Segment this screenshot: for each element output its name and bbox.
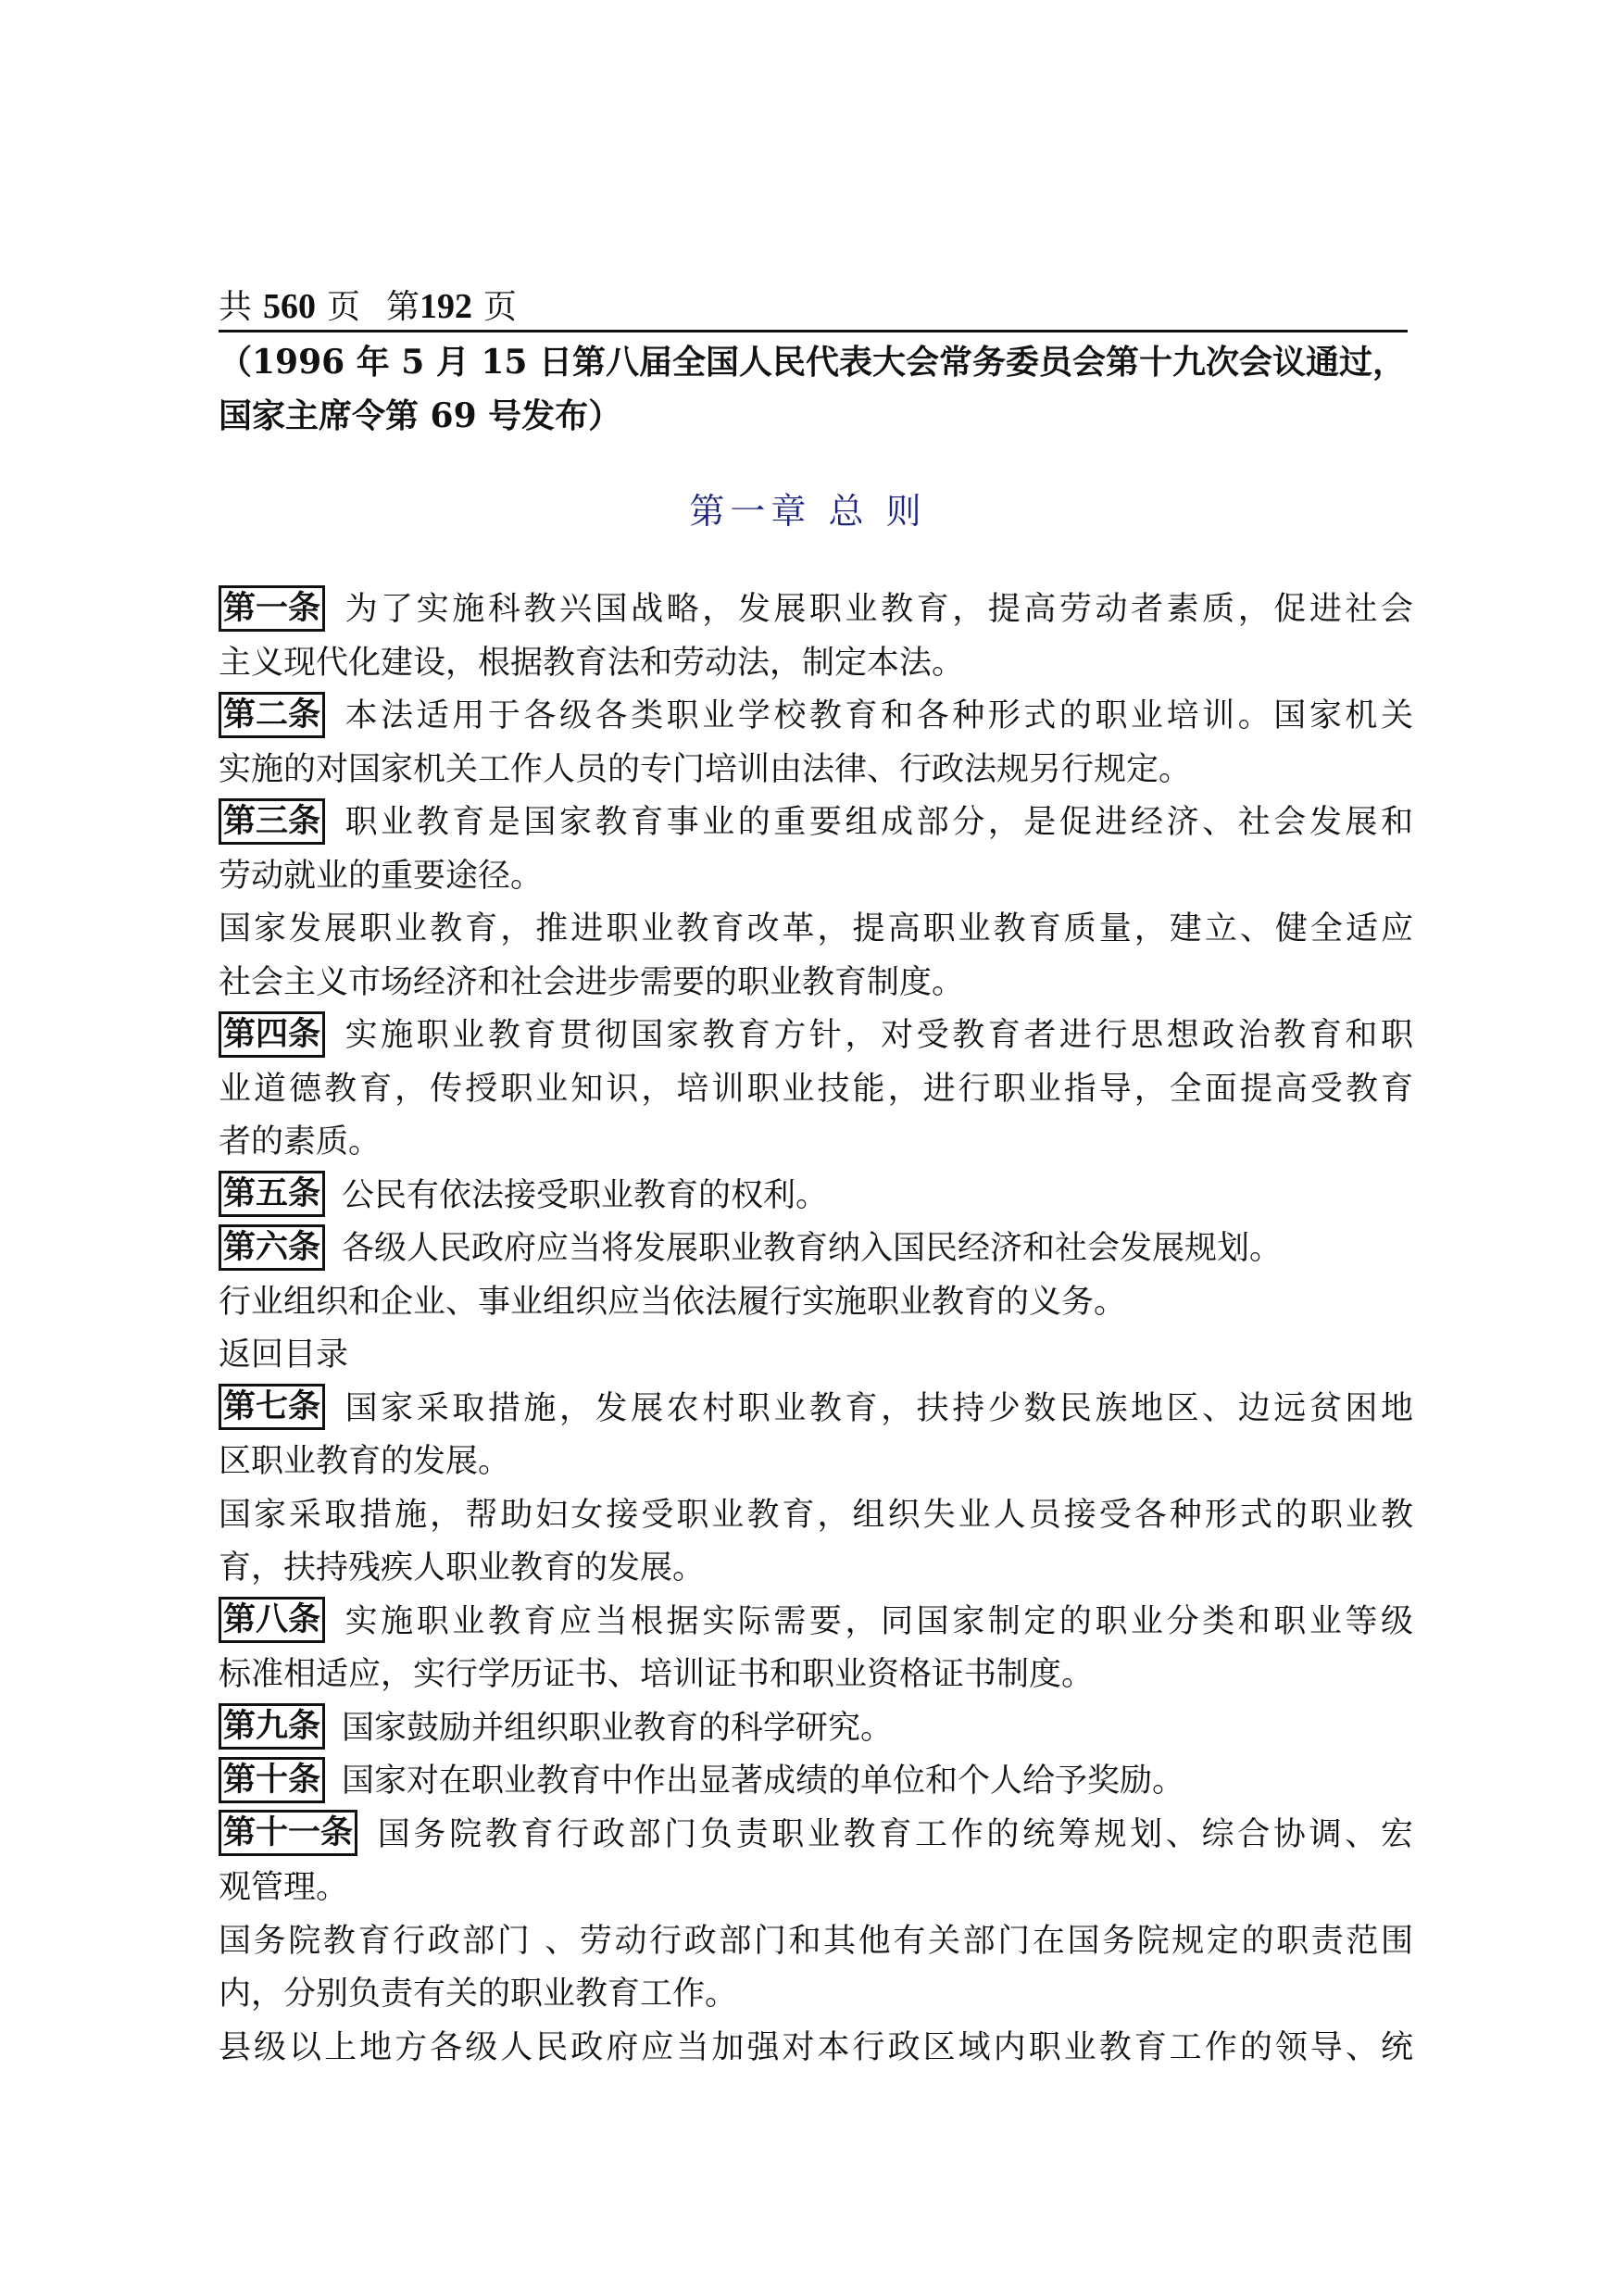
total-prefix: 共 bbox=[219, 288, 253, 326]
chapter-title: 第一章 总 则 bbox=[689, 491, 927, 532]
article-label: 第五条 bbox=[219, 1171, 325, 1217]
article-9-line-1: 第九条 国家鼓励并组织职业教育的科学研究。 bbox=[219, 1702, 1413, 1756]
article-7-para-2-line-1: 国家采取措施，帮助妇女接受职业教育，组织失业人员接受各种形式的职业教 bbox=[219, 1496, 1413, 1534]
article-7-para-2-line-2: 育，扶持残疾人职业教育的发展。 bbox=[219, 1549, 706, 1587]
article-label: 第八条 bbox=[219, 1597, 325, 1643]
article-3-line-1: 第三条 职业教育是国家教育事业的重要组成部分，是促进经济、社会发展和 bbox=[219, 797, 1413, 850]
law-subtitle bbox=[219, 335, 1413, 443]
article-10-line-1: 第十条 国家对在职业教育中作出显著成绩的单位和个人给予奖励。 bbox=[219, 1755, 1413, 1809]
article-11-line-2: 观管理。 bbox=[219, 1869, 349, 1906]
article-label: 第三条 bbox=[219, 798, 325, 845]
total-suffix: 页 bbox=[327, 288, 361, 326]
article-3-para-2-line-2: 社会主义市场经济和社会进步需要的职业教育制度。 bbox=[219, 963, 965, 1001]
article-2-line-2: 实施的对国家机关工作人员的专门培训由法律、行政法规另行规定。 bbox=[219, 750, 1192, 788]
article-6-para-2-line-1: 行业组织和企业、事业组织应当依法履行实施职业教育的义务。 bbox=[219, 1283, 1127, 1321]
current-suffix: 页 bbox=[483, 288, 518, 326]
article-3-para-2-line-1: 国家发展职业教育，推进职业教育改革，提高职业教育质量，建立、健全适应 bbox=[219, 910, 1413, 947]
article-label: 第七条 bbox=[219, 1384, 325, 1430]
article-4-line-3: 者的素质。 bbox=[219, 1123, 382, 1161]
article-label: 第二条 bbox=[219, 692, 325, 738]
article-4-line-1: 第四条 实施职业教育贯彻国家教育方针，对受教育者进行思想政治教育和职 bbox=[219, 1010, 1413, 1063]
article-11-line-1: 第十一条 国务院教育行政部门负责职业教育工作的统筹规划、综合协调、宏 bbox=[219, 1809, 1413, 1863]
current-prefix: 第 bbox=[386, 288, 420, 326]
article-6-line-1: 第六条 各级人民政府应当将发展职业教育纳入国民经济和社会发展规划。 bbox=[219, 1223, 1413, 1276]
article-5-line-1: 第五条 公民有依法接受职业教育的权利。 bbox=[219, 1170, 1413, 1223]
article-label: 第六条 bbox=[219, 1224, 325, 1271]
article-7-line-2: 区职业教育的发展。 bbox=[219, 1443, 511, 1480]
article-label: 第九条 bbox=[219, 1703, 325, 1750]
article-label: 第十条 bbox=[219, 1757, 325, 1803]
subtitle-line-1: （1996 年 5 月 15 日第八届全国人民代表大会常务委员会第十九次会议通过， bbox=[219, 343, 1407, 382]
article-11-para-2-line-1: 国务院教育行政部门 、劳动行政部门和其他有关部门在国务院规定的职责范围 bbox=[219, 1922, 1413, 1960]
article-8-line-2: 标准相适应，实行学历证书、培训证书和职业资格证书制度。 bbox=[219, 1656, 1095, 1693]
subtitle-line-2: 国家主席令第 69 号发布） bbox=[219, 396, 622, 435]
article-label: 第四条 bbox=[219, 1011, 325, 1058]
current-page: 192 bbox=[420, 287, 473, 326]
article-3-line-2: 劳动就业的重要途径。 bbox=[219, 857, 544, 895]
total-pages: 560 bbox=[263, 287, 317, 326]
article-4-line-2: 业道德教育，传授职业知识，培训职业技能，进行职业指导，全面提高受教育 bbox=[219, 1070, 1413, 1108]
page-header bbox=[219, 283, 1408, 332]
article-label: 第一条 bbox=[219, 585, 325, 632]
article-8-line-1: 第八条 实施职业教育应当根据实际需要，同国家制定的职业分类和职业等级 bbox=[219, 1596, 1413, 1650]
document-body bbox=[219, 583, 1413, 2075]
article-7-line-1: 第七条 国家采取措施，发展农村职业教育，扶持少数民族地区、边远贫困地 bbox=[219, 1383, 1413, 1437]
article-label: 第十一条 bbox=[219, 1810, 357, 1856]
article-11-para-2-line-2: 内，分别负责有关的职业教育工作。 bbox=[219, 1976, 738, 2013]
article-1-line-1: 第一条 为了实施科教兴国战略，发展职业教育，提高劳动者素质，促进社会 bbox=[219, 583, 1413, 637]
back-to-toc-link[interactable]: 返回目录 bbox=[219, 1336, 349, 1374]
article-2-line-1: 第二条 本法适用于各级各类职业学校教育和各种形式的职业培训。国家机关 bbox=[219, 690, 1413, 744]
article-11-para-3-line-1: 县级以上地方各级人民政府应当加强对本行政区域内职业教育工作的领导、统 bbox=[219, 2028, 1413, 2066]
article-1-line-2: 主义现代化建设，根据教育法和劳动法，制定本法。 bbox=[219, 644, 965, 682]
